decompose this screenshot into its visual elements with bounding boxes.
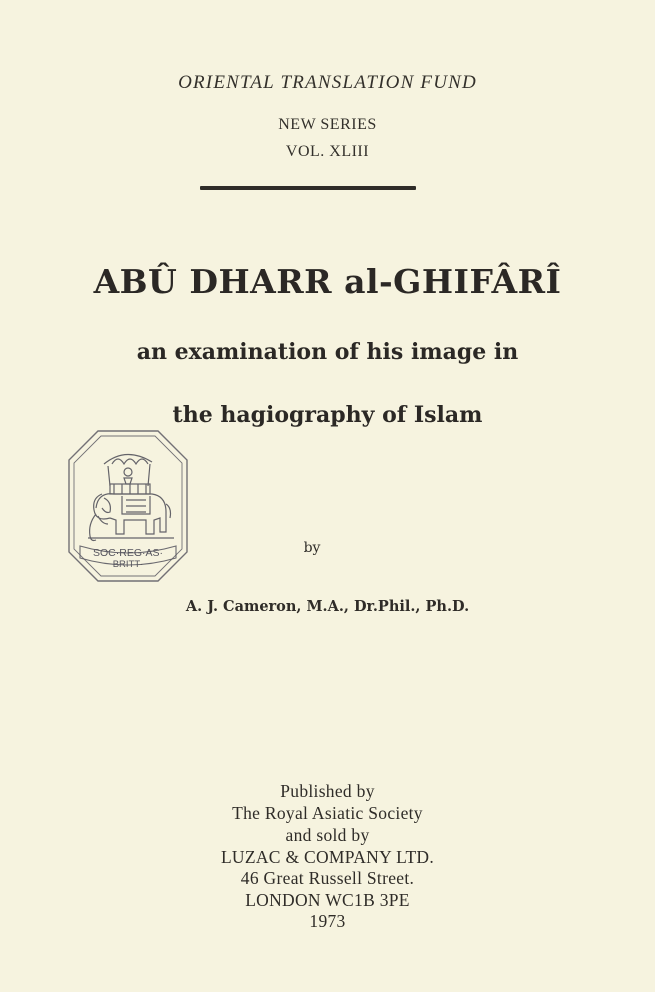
book-subtitle-line-2: the hagiography of Islam: [172, 402, 483, 428]
publication-year: 1973: [309, 911, 346, 931]
publisher-name: The Royal Asiatic Society: [232, 803, 423, 823]
by-label: by: [303, 540, 321, 556]
book-subtitle-line-1: an examination of his image in: [136, 339, 519, 365]
volume-number: VOL. XLIII: [285, 143, 370, 160]
book-title: ABÛ DHARR al-GHIFÂRÎ: [93, 262, 562, 301]
author-name: A. J. Cameron, M.A., Dr.Phil., Ph.D.: [185, 598, 470, 615]
publisher-line: Published by: [280, 781, 375, 801]
seller-address: 46 Great Russell Street.: [240, 868, 415, 888]
series-title: ORIENTAL TRANSLATION FUND: [178, 72, 477, 93]
horizontal-rule: [200, 186, 416, 190]
publisher-line: and sold by: [285, 825, 370, 845]
series-line: NEW SERIES: [278, 116, 377, 133]
seller-name: LUZAC & COMPANY LTD.: [220, 847, 435, 867]
elephant-icon: [88, 454, 174, 540]
seller-city: LONDON WC1B 3PE: [245, 890, 410, 910]
library-stamp: [66, 428, 190, 584]
stamp-text-line-1: SOC·REG·AS·: [92, 547, 164, 559]
stamp-text-line-2: BRITT·: [112, 559, 144, 570]
